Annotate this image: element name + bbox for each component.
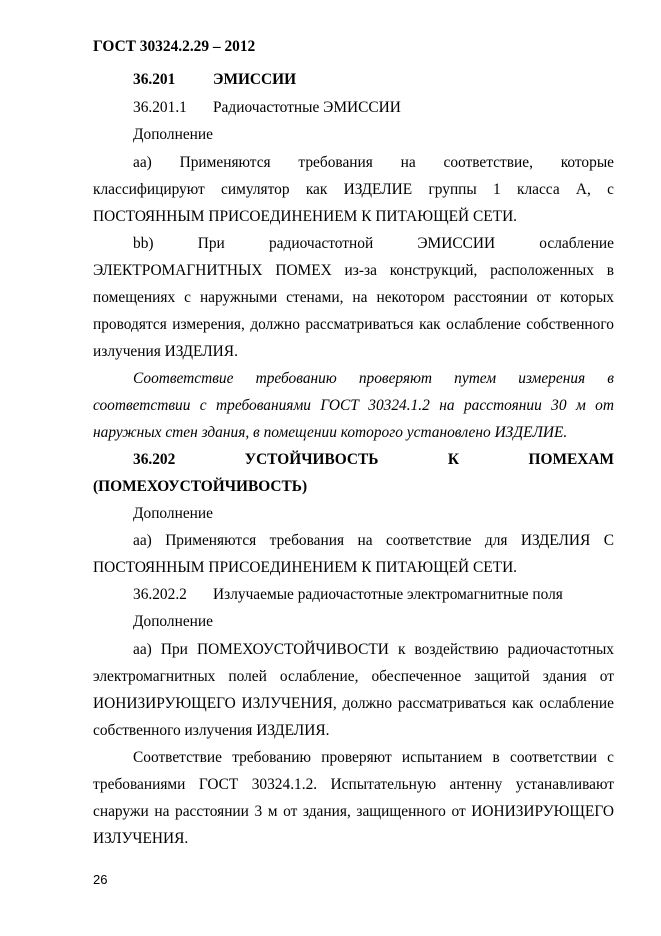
section-title: Излучаемые радиочастотные электромагнитные поля [213,586,563,603]
paragraph-line: ЭЛЕКТРОМАГНИТНЫХ ПОМЕХ из-за конструкций, расположенных в [93,262,614,279]
paragraph-line: электромагнитных полей ослабление, обеспеченное защитой здания от [93,668,614,685]
document-header: ГОСТ 30324.2.29 – 2012 [93,38,256,55]
paragraph-line: bb) При радиочастотной ЭМИССИИ ослабление [133,235,614,252]
paragraph-line: помещениях с наружными стенами, на некотором расстоянии от которых [93,289,614,306]
compliance-line: требованиями ГОСТ 30324.1.2. Испытательную антенну устанавливают [93,776,614,793]
section-36-202-heading: 36.202 УСТОЙЧИВОСТЬ К ПОМЕХАМ [133,451,614,468]
compliance-line: снаружи на расстоянии 3 м от здания, защищенного от ИОНИЗИРУЮЩЕГО [93,803,614,820]
paragraph-line: излучения ИЗДЕЛИЯ. [93,343,238,360]
section-title: Радиочастотные ЭМИССИИ [213,99,401,116]
addition-label: Дополнение [133,126,213,143]
page-number: 26 [93,872,108,887]
paragraph-line: аа) Применяются требования на соответствие, которые [133,154,614,171]
paragraph-line: ПОСТОЯННЫМ ПРИСОЕДИНЕНИЕМ К ПИТАЮЩЕЙ СЕТИ. [93,559,518,576]
section-number: 36.201.1 [133,99,187,116]
compliance-line: Соответствие требованию проверяют испытанием в соответствии с [133,749,614,766]
paragraph-line: классифицируют симулятор как ИЗДЕЛИЕ группы 1 класса А, с [93,181,614,198]
section-number: 36.202.2 [133,586,187,603]
compliance-line: Соответствие требованию проверяют путем измерения в [133,370,614,387]
section-number: 36.201 [133,71,176,88]
compliance-line: соответствии с требованиями ГОСТ 30324.1.2 на расстоянии 30 м от [93,397,614,414]
section-title: ЭМИССИИ [213,71,297,88]
section-36-201-1-heading [133,98,614,118]
paragraph-line: аа) При ПОМЕХОУСТОЙЧИВОСТИ к воздействию радиочастотных [133,641,614,658]
section-36-202-2-heading [133,585,614,605]
addition-label: Дополнение [133,505,213,522]
paragraph-line: ПОСТОЯННЫМ ПРИСОЕДИНЕНИЕМ К ПИТАЮЩЕЙ СЕТИ. [93,208,518,225]
section-36-201-heading [133,70,614,90]
paragraph-line: аа) Применяются требования на соответствие для ИЗДЕЛИЯ С [133,532,614,549]
compliance-line: наружных стен здания, в помещении которого установлено ИЗДЕЛИЕ. [93,424,568,441]
paragraph-line: ИОНИЗИРУЮЩЕГО ИЗЛУЧЕНИЯ, должно рассматриваться как ослабление [93,695,614,712]
paragraph-line: собственного излучения ИЗДЕЛИЯ. [93,722,330,739]
addition-label: Дополнение [133,613,213,630]
paragraph-line: проводятся измерения, должно рассматриваться как ослабление собственного [93,316,614,333]
section-36-202-heading-cont: (ПОМЕХОУСТОЙЧИВОСТЬ) [93,478,308,495]
compliance-line: ИЗЛУЧЕНИЯ. [93,830,189,847]
